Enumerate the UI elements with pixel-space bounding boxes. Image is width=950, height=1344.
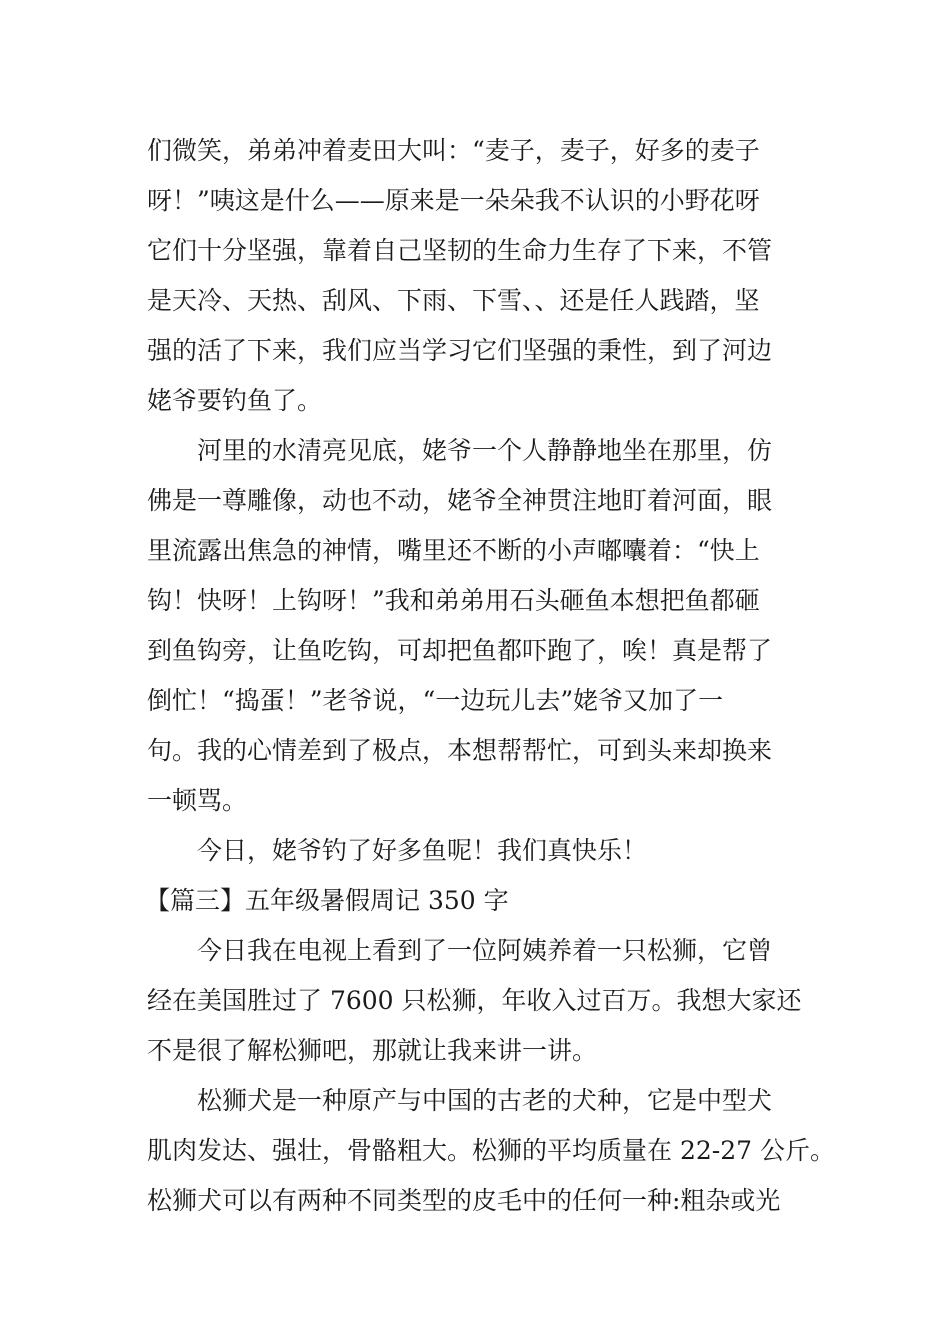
paragraph-2-line-3: 里流露出焦急的神情，嘴里还不断的小声嘟囔着：“快上 [147, 536, 760, 565]
paragraph-1-line-1: 们微笑，弟弟冲着麦田大叫：“麦子，麦子，好多的麦子 [147, 136, 760, 165]
paragraph-4-line-2: 经在美国胜过了 7600 只松狮，年收入过百万。我想大家还 [147, 986, 802, 1015]
paragraph-5-line-1: 松狮犬是一种原产与中国的古老的犬种，它是中型犬 [197, 1086, 773, 1115]
paragraph-2-line-6: 倒忙！“捣蛋！”老爷说，“一边玩儿去”姥爷又加了一 [147, 686, 724, 715]
paragraph-4-line-3: 不是很了解松狮吧，那就让我来讲一讲。 [147, 1036, 598, 1065]
paragraph-1-line-3: 它们十分坚强，靠着自己坚韧的生命力生存了下来，不管 [147, 236, 773, 265]
paragraph-2-line-2: 佛是一尊雕像，动也不动，姥爷全神贯注地盯着河面，眼 [147, 486, 773, 515]
document-body [145, 126, 835, 1226]
paragraph-1-line-5: 强的活了下来，我们应当学习它们坚强的秉性，到了河边 [147, 336, 773, 365]
paragraph-1-line-2: 呀！”咦这是什么——原来是一朵朵我不认识的小野花呀 [147, 186, 760, 215]
paragraph-2-line-1: 河里的水清亮见底，姥爷一个人静静地坐在那里，仿 [197, 436, 773, 465]
paragraph-2-line-7: 句。我的心情差到了极点，本想帮帮忙，可到头来却换来 [147, 736, 773, 765]
paragraph-1-line-4: 是天冷、天热、刮风、下雨、下雪、、还是任人践踏，坚 [147, 286, 760, 315]
section-heading: 【篇三】五年级暑假周记 350 字 [145, 886, 509, 915]
paragraph-1-line-6: 姥爷要钓鱼了。 [147, 386, 323, 415]
paragraph-3-line-1: 今日，姥爷钓了好多鱼呢！我们真快乐！ [197, 836, 648, 865]
paragraph-5-line-3: 松狮犬可以有两种不同类型的皮毛中的任何一种:粗杂或光 [147, 1186, 781, 1215]
paragraph-5-line-2: 肌肉发达、强壮，骨骼粗大。松狮的平均质量在 22-27 公斤。 [147, 1136, 835, 1165]
paragraph-2-line-8: 一顿骂。 [147, 786, 248, 815]
paragraph-4-line-1: 今日我在电视上看到了一位阿姨养着一只松狮，它曾 [197, 936, 773, 965]
paragraph-2-line-4: 钩！快呀！上钩呀！”我和弟弟用石头砸鱼本想把鱼都砸 [147, 586, 760, 615]
paragraph-2-line-5: 到鱼钩旁，让鱼吃钩，可却把鱼都吓跑了，唉！真是帮了 [147, 636, 773, 665]
